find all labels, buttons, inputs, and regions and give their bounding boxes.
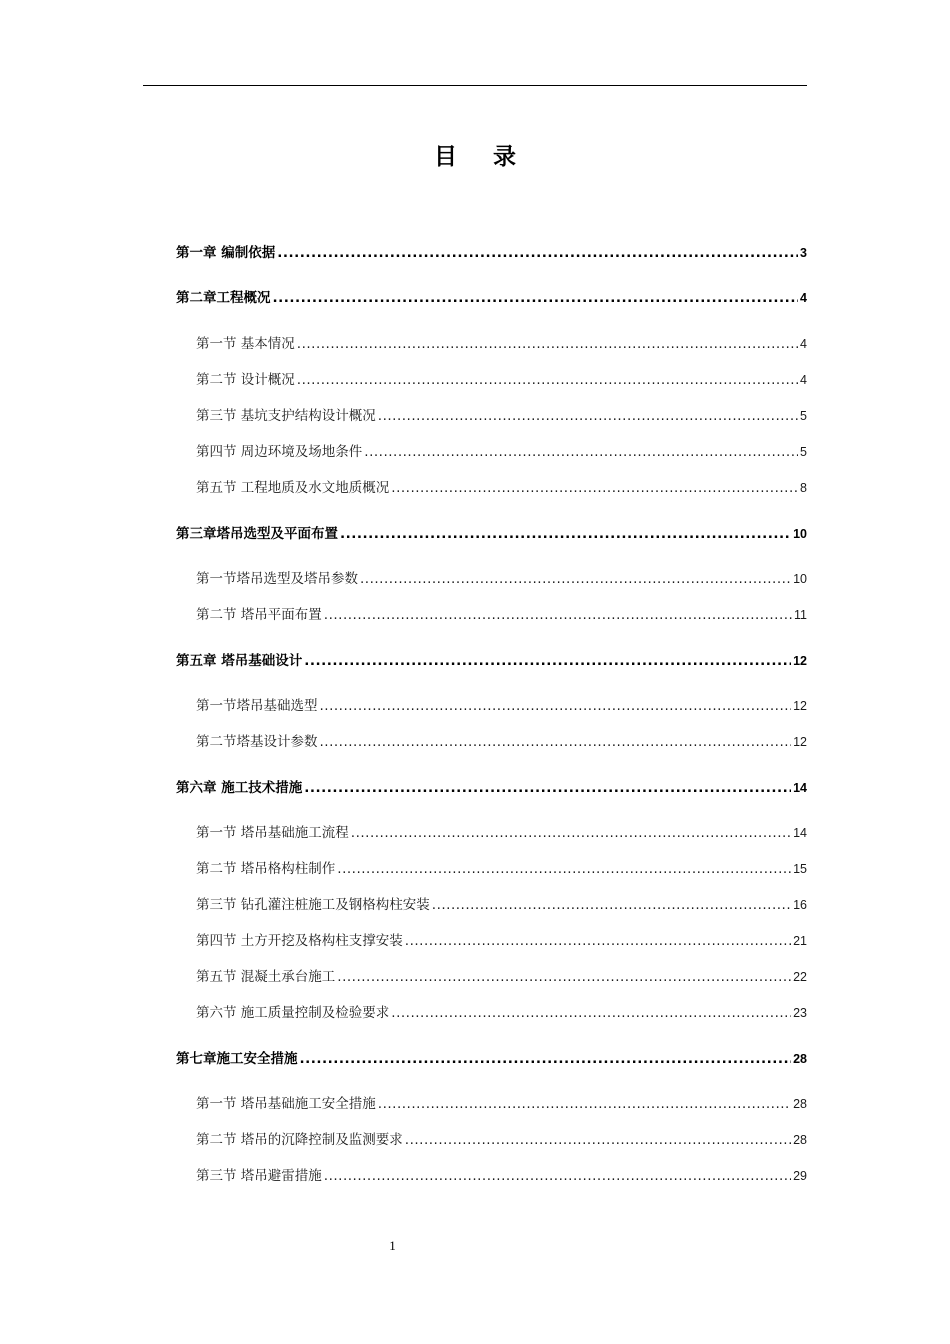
toc-entry-page: 29 — [793, 1169, 807, 1183]
toc-entry-page: 23 — [793, 1006, 807, 1020]
toc-dot-leader — [304, 778, 791, 798]
toc-entry-label: 第二节 塔吊平面布置 — [196, 607, 322, 623]
toc-entry-page: 28 — [793, 1133, 807, 1147]
toc-dot-leader — [405, 1130, 791, 1150]
toc-entry-label: 第三节 钻孔灌注桩施工及钢格构柱安装 — [196, 897, 430, 913]
toc-section-entry[interactable] — [176, 895, 807, 915]
toc-entry-label: 第四节 周边环境及场地条件 — [196, 444, 363, 460]
toc-entry-page: 15 — [793, 862, 807, 876]
toc-dot-leader — [277, 243, 798, 263]
toc-dot-leader — [304, 651, 791, 671]
toc-entry-label: 第三章塔吊选型及平面布置 — [176, 526, 338, 542]
toc-section-entry[interactable] — [176, 406, 807, 426]
toc-entry-page: 11 — [794, 608, 807, 622]
toc-section-entry[interactable] — [176, 1166, 807, 1186]
toc-entry-label: 第一节 塔吊基础施工流程 — [196, 825, 349, 841]
header-rule — [143, 85, 807, 86]
toc-entry-page: 12 — [793, 735, 807, 749]
toc-dot-leader — [324, 1166, 791, 1186]
toc-dot-leader — [320, 696, 792, 716]
toc-dot-leader — [360, 569, 791, 589]
toc-chapter-entry[interactable] — [176, 651, 807, 671]
toc-entry-page: 28 — [793, 1052, 807, 1066]
toc-entry-label: 第一节 基本情况 — [196, 336, 295, 352]
toc-entry-label: 第四节 土方开挖及格构柱支撑安装 — [196, 933, 403, 949]
toc-entry-page: 3 — [800, 246, 807, 260]
toc-entry-page: 5 — [800, 445, 807, 459]
toc-entry-page: 4 — [800, 373, 807, 387]
toc-dot-leader — [378, 1094, 791, 1114]
toc-chapter-entry[interactable] — [176, 288, 807, 308]
toc-entry-label: 第六节 施工质量控制及检验要求 — [196, 1005, 390, 1021]
toc-dot-leader — [391, 478, 798, 498]
toc-entry-page: 14 — [793, 781, 807, 795]
toc-dot-leader — [405, 931, 791, 951]
toc-title: 目 录 — [433, 144, 530, 170]
toc-entry-label: 第六章 施工技术措施 — [176, 780, 303, 796]
toc-section-entry[interactable] — [176, 1094, 807, 1114]
toc-entry-label: 第二节 塔吊格构柱制作 — [196, 861, 336, 877]
toc-section-entry[interactable] — [176, 696, 807, 716]
toc-entry-label: 第一节 塔吊基础施工安全措施 — [196, 1096, 376, 1112]
toc-entry-label: 第五节 工程地质及水文地质概况 — [196, 480, 390, 496]
toc-dot-leader — [391, 1003, 791, 1023]
toc-dot-leader — [324, 605, 792, 625]
toc-section-entry[interactable] — [176, 442, 807, 462]
toc-entry-page: 12 — [793, 699, 807, 713]
toc-dot-leader — [273, 288, 799, 308]
toc-section-entry[interactable] — [176, 859, 807, 879]
toc-dot-leader — [337, 859, 791, 879]
toc-dot-leader — [432, 895, 791, 915]
toc-section-entry[interactable] — [176, 569, 807, 589]
toc-section-entry[interactable] — [176, 1003, 807, 1023]
toc-entry-label: 第一章 编制依据 — [176, 245, 276, 261]
toc-dot-leader — [337, 967, 791, 987]
toc-dot-leader — [340, 524, 791, 544]
page-number: 1 — [389, 1238, 396, 1253]
toc-entry-label: 第三节 塔吊避雷措施 — [196, 1168, 322, 1184]
toc-section-entry[interactable] — [176, 732, 807, 752]
toc-entry-label: 第二章工程概况 — [176, 290, 271, 306]
toc-section-entry[interactable] — [176, 967, 807, 987]
toc-section-entry[interactable] — [176, 605, 807, 625]
toc-entry-page: 12 — [793, 654, 807, 668]
toc-chapter-entry[interactable] — [176, 1049, 807, 1069]
toc-entry-label: 第二节 塔吊的沉降控制及监测要求 — [196, 1132, 403, 1148]
toc-entry-page: 14 — [793, 826, 807, 840]
toc-entry-label: 第七章施工安全措施 — [176, 1051, 298, 1067]
toc-section-entry[interactable] — [176, 1130, 807, 1150]
toc-dot-leader — [378, 406, 798, 426]
toc-entry-label: 第三节 基坑支护结构设计概况 — [196, 408, 376, 424]
toc-entry-page: 8 — [800, 481, 807, 495]
toc-entry-page: 16 — [793, 898, 807, 912]
toc-section-entry[interactable] — [176, 370, 807, 390]
toc-entry-label: 第一节塔吊选型及塔吊参数 — [196, 571, 358, 587]
toc-entry-label: 第五章 塔吊基础设计 — [176, 653, 303, 669]
toc-entry-page: 28 — [793, 1097, 807, 1111]
toc-entry-page: 4 — [800, 337, 807, 351]
toc-section-entry[interactable] — [176, 823, 807, 843]
toc-dot-leader — [297, 370, 798, 390]
toc-entry-page: 21 — [793, 934, 807, 948]
toc-dot-leader — [320, 732, 792, 752]
toc-entry-label: 第五节 混凝土承台施工 — [196, 969, 336, 985]
toc-entry-page: 5 — [800, 409, 807, 423]
toc-entry-label: 第二节塔基设计参数 — [196, 734, 318, 750]
toc-dot-leader — [351, 823, 791, 843]
toc-entry-page: 4 — [800, 291, 807, 305]
toc-section-entry[interactable] — [176, 478, 807, 498]
toc-dot-leader — [364, 442, 798, 462]
toc-dot-leader — [300, 1049, 792, 1069]
toc-dot-leader — [297, 334, 798, 354]
toc-chapter-entry[interactable] — [176, 243, 807, 263]
toc-entry-label: 第二节 设计概况 — [196, 372, 295, 388]
toc-entry-page: 10 — [793, 572, 807, 586]
toc-section-entry[interactable] — [176, 334, 807, 354]
toc-chapter-entry[interactable] — [176, 524, 807, 544]
toc-section-entry[interactable] — [176, 931, 807, 951]
toc-entry-page: 22 — [793, 970, 807, 984]
toc-entry-label: 第一节塔吊基础选型 — [196, 698, 318, 714]
toc-chapter-entry[interactable] — [176, 778, 807, 798]
toc-entry-page: 10 — [793, 527, 807, 541]
